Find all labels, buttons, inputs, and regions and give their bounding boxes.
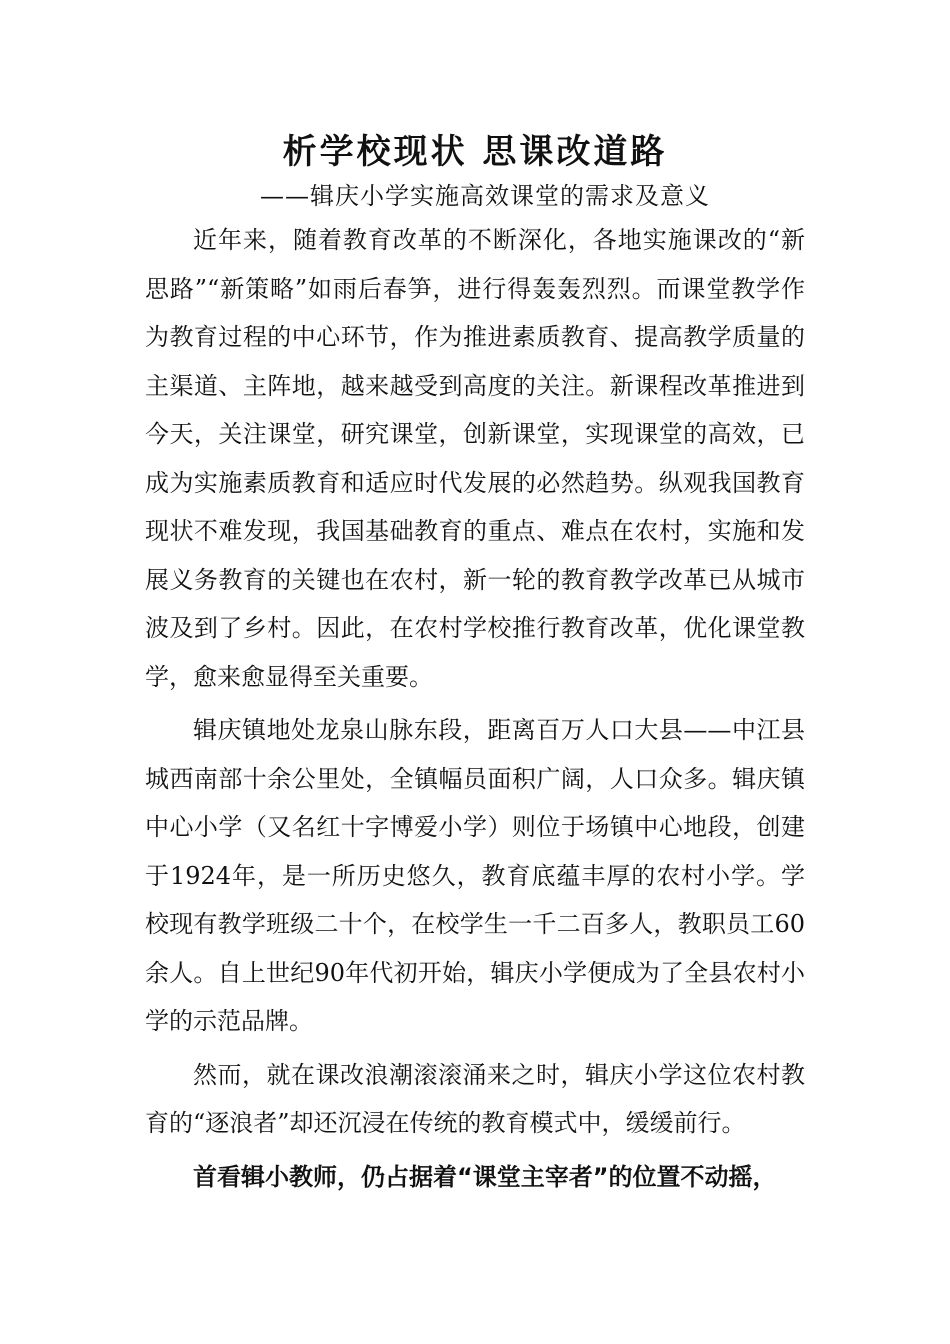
- paragraph-school-background: 辑庆镇地处龙泉山脉东段，距离百万人口大县——中江县城西南部十余公里处，全镇幅员面积广阔，人口众多。辑庆镇中心小学（又名红十字博爱小学）则位于场镇中心地段，创建于1924年，是一所历史悠久，教育底蕴丰厚的农村小学。学校现有教学班级二十个，在校学生一千二百多人，教职员工60余人。自上世纪90年代初开始，辑庆小学便成为了全县农村小学的示范品牌。: [145, 716, 805, 1035]
- paragraph-intro: 近年来，随着教育改革的不断深化，各地实施课改的“新思路”“新策略”如雨后春笋，进行得轰轰烈烈。而课堂教学作为教育过程的中心环节，作为推进素质教育、提高教学质量的主渠道、主阵地，越来越受到高度的关注。新课程改革推进到今天，关注课堂，研究课堂，创新课堂，实现课堂的高效，已成为实施素质教育和适应时代发展的必然趋势。纵观我国教育现状不难发现，我国基础教育的重点、难点在农村，实施和发展义务教育的关键也在农村，新一轮的教育教学改革已从城市波及到了乡村。因此，在农村学校推行教育改革，优化课堂教学，愈来愈显得至关重要。: [145, 226, 805, 691]
- document-page: [145, 128, 805, 1206]
- paragraph-transition: 然而，就在课改浪潮滚滚涌来之时，辑庆小学这位农村教育的“逐浪者”却还沉浸在传统的教育模式中，缓缓前行。: [145, 1060, 805, 1137]
- document-subtitle: ——辑庆小学实施高效课堂的需求及意义: [260, 182, 710, 210]
- paragraph-teachers-heading: 首看辑小教师，仍占据着“课堂主宰者”的位置不动摇，: [193, 1162, 777, 1191]
- document-title: 析学校现状 思课改道路: [282, 132, 668, 172]
